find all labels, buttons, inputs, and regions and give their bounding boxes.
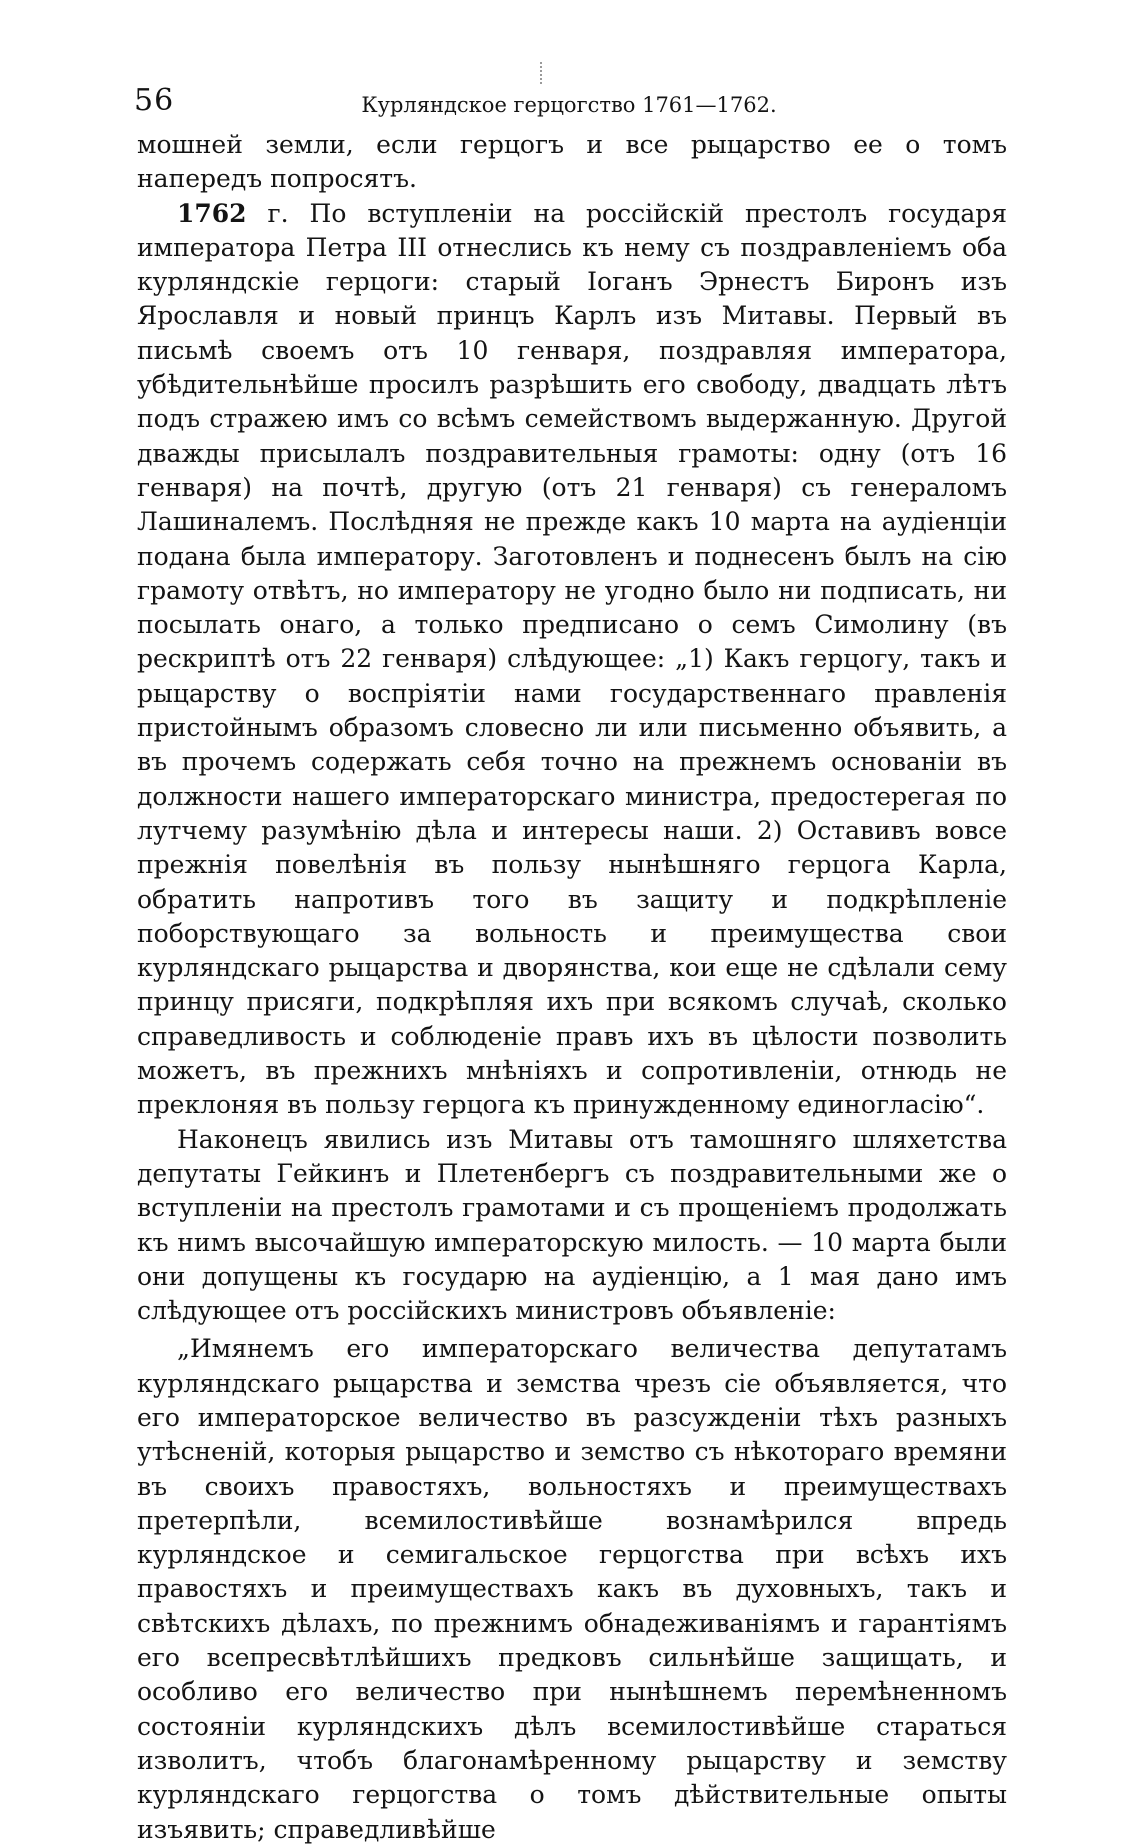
paragraph-declaration: „Имянемъ его императорскаго величества депутатамъ курляндскаго рыцарства и земства чрезъ сіе объявляется, что его императорское величество въ разсужденіи тѣхъ разныхъ утѣсненій, которыя рыцарство и земство съ нѣкотораго времяни въ своихъ правостяхъ, вольностяхъ и преимуществахъ претерпѣли, всемилостивѣйше вознамѣрился впредь курляндское и семигальское герцогства при всѣхъ ихъ правостяхъ и преимуществахъ какъ въ духовныхъ, такъ и свѣтскихъ дѣлахъ, по прежнимъ обнадеживаніямъ и гарантіямъ его всепресвѣтлѣйшихъ предковъ сильнѣйше защищать, и особливо его величество при нынѣшнемъ перемѣненномъ состояніи курляндскихъ дѣлъ всемилостивѣйше стараться изволитъ, чтобъ благонамѣренному рыцарству и земству курляндскаго герцогства о томъ дѣйствительные опыты изъявить; справедливѣйше	[137, 1334, 1007, 1844]
year-heading: 1762	[177, 198, 247, 228]
paragraph-text: г. По вступленіи на россійскій престолъ государя императора Петра III отнеслись къ нему съ поздравленіемъ оба курляндскіе герцоги: старый Іоганъ Эрнестъ Биронъ изъ Ярославля и новый принцъ Карлъ изъ Митавы. Первый въ письмѣ своемъ отъ 10 генваря, поздравляя императора, убѣдительнѣйше просилъ разрѣшить его свободу, двадцать лѣтъ подъ стражею имъ со всѣмъ семействомъ выдержанную. Другой дважды присылалъ поздравительныя грамоты: одну (отъ 16 генваря) на почтѣ, другую (отъ 21 генваря) съ генераломъ Лашиналемъ. Послѣдняя не прежде какъ 10 марта на аудіенціи подана была императору. Заготовленъ и поднесенъ былъ на сію грамоту отвѣтъ, но императору не угодно было ни подписать, ни посылать онаго, а только предписано о семъ Симолину (въ рескриптѣ отъ 22 генваря) слѣдующее: „1) Какъ герцогу, такъ и рыцарству о воспріятіи нами государственнаго правленія пристойнымъ образомъ словесно ли или письменно объявить, а въ прочемъ содержать себя точно на прежнемъ основаніи въ должности нашего императорскаго министра, предостерегая по лутчему разумѣнію дѣла и интересы наши. 2) Оставивъ вовсе прежнія повелѣнія въ пользу нынѣшняго герцога Карла, обратить напротивъ того въ защиту и подкрѣпленіе поборствующаго за вольность и преимущества свои курляндскаго рыцарства и дворянства, кои еще не сдѣлали сему принцу присяги, подкрѣпляя ихъ при всякомъ случаѣ, сколько справедливость и соблюденіе правъ ихъ въ цѣлости позволить можетъ, въ прежнихъ мнѣніяхъ и сопротивленіи, отнюдь не преклоняя въ пользу герцога къ принужденному единогласію“.	[137, 198, 1007, 1120]
running-title: Курляндское герцогство 1761—1762.	[361, 93, 777, 117]
body-text	[137, 128, 1007, 1847]
paragraph-continuation: мошней земли, если герцогъ и все рыцарство ее о томъ напередъ попросятъ.	[137, 130, 1007, 194]
page-number: 56	[134, 83, 175, 118]
paragraph-deputies: Наконецъ явились изъ Митавы отъ тамошняго шляхетства депутаты Гейкинъ и Плетенбергъ съ поздравительными же о вступленіи на престолъ грамотами и съ прощеніемъ продолжать къ нимъ высочайшую императорскую милость. — 10 марта были они допущены къ государю на аудіенцію, а 1 мая дано имъ слѣдующее отъ россійскихъ министровъ объявленіе:	[137, 1124, 1007, 1326]
page-header	[134, 84, 1004, 124]
margin-mark	[540, 62, 544, 84]
paragraph-1762	[137, 197, 1007, 1123]
